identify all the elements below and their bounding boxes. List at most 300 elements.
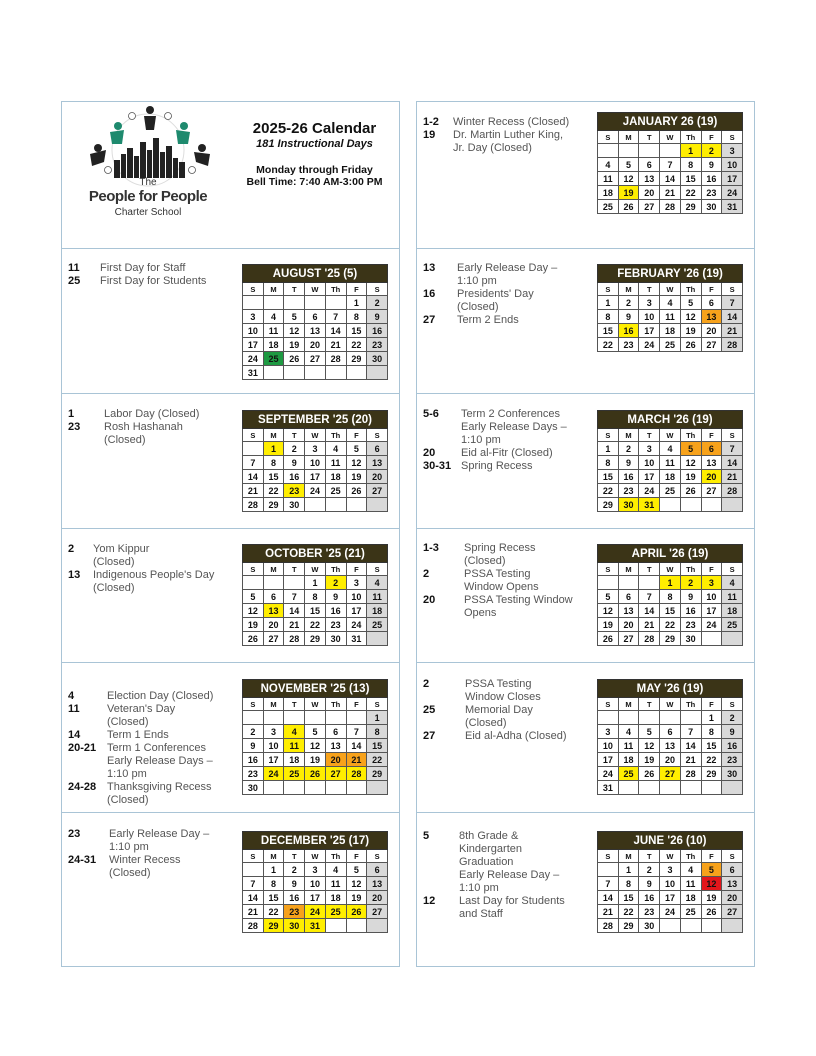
event-text: Kindergarten (459, 843, 522, 855)
month-title: OCTOBER '25 (21) (243, 545, 388, 563)
day-of-week-label: Th (680, 698, 701, 711)
day-cell: 4 (660, 296, 681, 310)
day-cell: 6 (367, 863, 388, 877)
day-cell: 11 (598, 172, 619, 186)
day-cell: 9 (618, 310, 639, 324)
day-cell: 14 (325, 324, 346, 338)
day-cell: 6 (701, 442, 722, 456)
day-cell: 27 (305, 352, 326, 366)
day-of-week-label: S (598, 563, 619, 576)
empty-cell (660, 781, 681, 795)
event-date: 14 (68, 729, 81, 741)
day-cell: 23 (618, 338, 639, 352)
day-cell: 27 (367, 484, 388, 498)
month-title: JANUARY 26 (19) (598, 113, 743, 131)
event-text: and Staff (459, 908, 503, 920)
day-of-week-label: T (639, 563, 660, 576)
empty-cell (305, 296, 326, 310)
day-cell: 30 (367, 352, 388, 366)
empty-cell (618, 576, 639, 590)
day-of-week-label: W (660, 850, 681, 863)
day-cell: 22 (680, 186, 701, 200)
school-the: The (139, 177, 157, 188)
day-cell: 16 (284, 891, 305, 905)
day-cell: 15 (263, 470, 284, 484)
divider (61, 393, 400, 394)
day-cell: 19 (598, 618, 619, 632)
day-of-week-label: M (263, 563, 284, 576)
day-of-week-label: Th (680, 283, 701, 296)
day-of-week-label: T (639, 429, 660, 442)
day-cell: 28 (243, 498, 264, 512)
day-cell: 18 (325, 470, 346, 484)
day-cell: 2 (618, 296, 639, 310)
empty-cell (243, 576, 264, 590)
day-of-week-label: Th (325, 850, 346, 863)
day-cell: 24 (305, 484, 326, 498)
bell-time: Bell Time: 7:40 AM-3:00 PM (246, 176, 383, 188)
day-cell: 1 (263, 442, 284, 456)
event-item (68, 703, 236, 729)
day-of-week-label: S (722, 698, 743, 711)
empty-cell (367, 498, 388, 512)
empty-cell (639, 781, 660, 795)
day-cell: 7 (660, 158, 681, 172)
day-cell: 16 (701, 172, 722, 186)
day-cell: 18 (660, 324, 681, 338)
divider (416, 248, 755, 249)
event-text: First Day for Students (100, 275, 207, 287)
day-of-week-label: F (346, 698, 367, 711)
event-date: 2 (423, 678, 430, 690)
empty-cell (346, 919, 367, 933)
empty-cell (722, 781, 743, 795)
day-cell: 13 (701, 310, 722, 324)
day-cell: 21 (660, 186, 681, 200)
day-cell: 4 (325, 442, 346, 456)
day-cell: 19 (346, 891, 367, 905)
empty-cell (325, 919, 346, 933)
day-cell: 10 (263, 739, 284, 753)
empty-cell (346, 781, 367, 795)
event-date: 27 (423, 314, 436, 326)
day-cell: 21 (722, 470, 743, 484)
day-cell: 9 (680, 590, 701, 604)
day-of-week-label: S (243, 283, 264, 296)
day-cell: 1 (346, 296, 367, 310)
day-cell: 28 (243, 919, 264, 933)
day-cell: 12 (598, 604, 619, 618)
day-cell: 29 (618, 919, 639, 933)
day-cell: 30 (243, 781, 264, 795)
day-cell: 1 (701, 711, 722, 725)
day-cell: 4 (722, 576, 743, 590)
empty-cell (722, 498, 743, 512)
day-cell: 17 (243, 338, 264, 352)
day-cell: 20 (639, 186, 660, 200)
event-item (68, 543, 236, 569)
event-text: (Closed) (107, 716, 149, 728)
day-cell: 3 (305, 442, 326, 456)
day-cell: 28 (598, 919, 619, 933)
day-of-week-label: T (284, 850, 305, 863)
empty-cell (618, 781, 639, 795)
events-list-dec (68, 828, 236, 880)
day-cell: 30 (680, 632, 701, 646)
empty-cell (263, 366, 284, 380)
day-cell: 15 (598, 324, 619, 338)
day-cell: 22 (305, 618, 326, 632)
day-cell: 16 (284, 470, 305, 484)
month-calendar-jan (597, 112, 743, 214)
day-cell: 2 (701, 144, 722, 158)
day-cell: 24 (263, 767, 284, 781)
event-text: (Closed) (457, 301, 499, 313)
day-cell: 5 (346, 863, 367, 877)
event-item (68, 854, 236, 880)
day-of-week-label: T (639, 283, 660, 296)
month-calendar-apr (597, 544, 743, 646)
month-title: APRIL '26 (19) (598, 545, 743, 563)
event-text: (Closed) (93, 556, 135, 568)
day-cell: 4 (263, 310, 284, 324)
empty-cell (598, 711, 619, 725)
day-cell: 5 (701, 863, 722, 877)
empty-cell (639, 576, 660, 590)
day-cell: 30 (701, 200, 722, 214)
day-cell: 25 (680, 905, 701, 919)
empty-cell (284, 576, 305, 590)
day-cell: 9 (325, 590, 346, 604)
day-cell: 5 (305, 725, 326, 739)
day-cell: 12 (618, 172, 639, 186)
day-cell: 7 (722, 296, 743, 310)
day-cell: 28 (660, 200, 681, 214)
day-cell: 5 (284, 310, 305, 324)
day-cell: 29 (305, 632, 326, 646)
day-of-week-label: S (243, 850, 264, 863)
page-title: 2025-26 Calendar (252, 120, 377, 137)
day-of-week-label: W (305, 283, 326, 296)
day-cell: 5 (680, 442, 701, 456)
day-cell: 3 (660, 863, 681, 877)
event-date: 23 (68, 828, 81, 840)
day-cell: 17 (598, 753, 619, 767)
day-cell: 18 (325, 891, 346, 905)
day-cell: 23 (618, 484, 639, 498)
empty-cell (325, 711, 346, 725)
day-cell: 1 (263, 863, 284, 877)
day-cell: 26 (284, 352, 305, 366)
day-cell: 2 (325, 576, 346, 590)
event-text: 1:10 pm (461, 434, 501, 446)
day-cell: 11 (680, 877, 701, 891)
day-of-week-label: M (263, 850, 284, 863)
school-name: People for People (88, 188, 208, 205)
empty-cell (701, 498, 722, 512)
day-cell: 19 (618, 186, 639, 200)
event-text: 8th Grade & (459, 830, 519, 842)
day-cell: 16 (367, 324, 388, 338)
event-text: Eid al-Fitr (Closed) (461, 447, 553, 459)
day-cell: 23 (701, 186, 722, 200)
day-of-week-label: F (346, 283, 367, 296)
day-cell: 26 (639, 767, 660, 781)
day-cell: 17 (346, 604, 367, 618)
day-of-week-label: S (367, 698, 388, 711)
day-cell: 3 (346, 576, 367, 590)
day-cell: 25 (598, 200, 619, 214)
month-title: AUGUST '25 (5) (243, 265, 388, 283)
empty-cell (263, 296, 284, 310)
day-of-week-label: S (722, 131, 743, 144)
day-cell: 8 (598, 310, 619, 324)
day-cell: 1 (660, 576, 681, 590)
day-of-week-label: F (346, 429, 367, 442)
day-cell: 1 (618, 863, 639, 877)
day-cell: 12 (639, 739, 660, 753)
day-cell: 14 (639, 604, 660, 618)
day-cell: 26 (243, 632, 264, 646)
day-of-week-label: Th (325, 698, 346, 711)
event-item (68, 421, 236, 447)
day-of-week-label: M (263, 429, 284, 442)
day-cell: 13 (639, 172, 660, 186)
day-cell: 22 (263, 484, 284, 498)
empty-cell (243, 863, 264, 877)
empty-cell (639, 144, 660, 158)
day-cell: 11 (660, 310, 681, 324)
event-text: Winter Recess (Closed) (453, 116, 570, 128)
day-cell: 10 (346, 590, 367, 604)
day-of-week-label: M (618, 131, 639, 144)
day-cell: 8 (660, 590, 681, 604)
events-list-jan (423, 116, 591, 155)
day-cell: 7 (722, 442, 743, 456)
day-of-week-label: S (367, 429, 388, 442)
event-text: Term 2 Conferences (461, 408, 561, 420)
day-cell: 20 (367, 891, 388, 905)
day-cell: 15 (618, 891, 639, 905)
day-cell: 4 (598, 158, 619, 172)
day-of-week-label: S (243, 563, 264, 576)
day-cell: 7 (598, 877, 619, 891)
day-cell: 4 (325, 863, 346, 877)
day-cell: 30 (284, 498, 305, 512)
day-cell: 6 (367, 442, 388, 456)
day-cell: 6 (660, 725, 681, 739)
day-cell: 2 (639, 863, 660, 877)
day-of-week-label: F (346, 850, 367, 863)
event-item (423, 116, 591, 129)
day-cell: 20 (367, 470, 388, 484)
day-of-week-label: S (722, 563, 743, 576)
day-cell: 25 (325, 484, 346, 498)
day-cell: 8 (346, 310, 367, 324)
day-cell: 2 (680, 576, 701, 590)
day-cell: 15 (598, 470, 619, 484)
day-cell: 14 (722, 456, 743, 470)
day-cell: 14 (346, 739, 367, 753)
day-cell: 6 (325, 725, 346, 739)
event-item (423, 288, 591, 314)
day-cell: 11 (325, 456, 346, 470)
day-cell: 15 (346, 324, 367, 338)
event-date: 24-31 (68, 854, 97, 866)
empty-cell (598, 576, 619, 590)
day-cell: 8 (701, 725, 722, 739)
day-cell: 28 (722, 338, 743, 352)
event-item (423, 408, 591, 447)
day-cell: 5 (680, 296, 701, 310)
month-calendar-aug (242, 264, 388, 380)
day-cell: 25 (367, 618, 388, 632)
day-cell: 19 (243, 618, 264, 632)
day-cell: 24 (346, 618, 367, 632)
events-list-oct (68, 543, 236, 595)
day-cell: 21 (680, 753, 701, 767)
day-cell: 5 (618, 158, 639, 172)
school-type: Charter School (114, 207, 182, 218)
day-cell: 29 (680, 200, 701, 214)
event-text: Memorial Day (465, 704, 533, 716)
day-of-week-label: S (243, 698, 264, 711)
day-cell: 26 (305, 767, 326, 781)
day-cell: 23 (680, 618, 701, 632)
day-cell: 16 (680, 604, 701, 618)
day-cell: 9 (284, 456, 305, 470)
day-cell: 16 (639, 891, 660, 905)
day-cell: 28 (325, 352, 346, 366)
day-cell: 23 (325, 618, 346, 632)
empty-cell (346, 711, 367, 725)
day-cell: 22 (598, 484, 619, 498)
day-cell: 28 (284, 632, 305, 646)
day-cell: 19 (680, 470, 701, 484)
day-of-week-label: S (367, 283, 388, 296)
event-item (423, 895, 591, 921)
day-cell: 16 (618, 470, 639, 484)
empty-cell (680, 919, 701, 933)
month-calendar-dec (242, 831, 388, 933)
event-text: Window Closes (465, 691, 541, 703)
empty-cell (701, 919, 722, 933)
empty-cell (367, 919, 388, 933)
day-cell: 7 (243, 877, 264, 891)
empty-cell (325, 498, 346, 512)
day-cell: 9 (367, 310, 388, 324)
day-cell: 12 (346, 456, 367, 470)
empty-cell (680, 711, 701, 725)
day-cell: 23 (243, 767, 264, 781)
month-title: SEPTEMBER '25 (20) (243, 411, 388, 429)
events-list-jun (423, 830, 591, 921)
event-item (68, 729, 236, 742)
day-cell: 31 (243, 366, 264, 380)
day-cell: 20 (618, 618, 639, 632)
event-text: Presidents' Day (457, 288, 534, 300)
empty-cell (305, 711, 326, 725)
day-cell: 17 (305, 891, 326, 905)
day-of-week-label: W (660, 283, 681, 296)
day-cell: 6 (263, 590, 284, 604)
event-text: Dr. Martin Luther King, (453, 129, 564, 141)
event-date: 24-28 (68, 781, 97, 793)
day-cell: 22 (346, 338, 367, 352)
event-text: (Closed) (93, 582, 135, 594)
event-item (423, 262, 591, 288)
event-text: 1:10 pm (109, 841, 149, 853)
day-of-week-label: Th (325, 283, 346, 296)
day-cell: 6 (701, 296, 722, 310)
day-cell: 23 (284, 484, 305, 498)
event-date: 13 (68, 569, 81, 581)
day-of-week-label: M (618, 429, 639, 442)
day-cell: 29 (367, 767, 388, 781)
day-cell: 8 (618, 877, 639, 891)
day-cell: 13 (263, 604, 284, 618)
day-cell: 7 (680, 725, 701, 739)
day-cell: 14 (660, 172, 681, 186)
day-cell: 22 (701, 753, 722, 767)
divider (61, 248, 400, 249)
day-cell: 4 (284, 725, 305, 739)
day-cell: 10 (722, 158, 743, 172)
day-of-week-label: S (722, 850, 743, 863)
empty-cell (367, 632, 388, 646)
empty-cell (284, 366, 305, 380)
event-text: PSSA Testing (464, 568, 531, 580)
event-date: 25 (423, 704, 436, 716)
event-text: PSSA Testing Window (464, 594, 573, 606)
day-cell: 12 (305, 739, 326, 753)
day-cell: 9 (284, 877, 305, 891)
events-list-sep (68, 408, 236, 447)
day-cell: 26 (618, 200, 639, 214)
events-list-mar (423, 408, 591, 473)
month-calendar-may (597, 679, 743, 795)
day-cell: 10 (701, 590, 722, 604)
events-list-nov (68, 690, 236, 807)
day-of-week-label: M (618, 850, 639, 863)
divider (61, 528, 400, 529)
day-cell: 4 (680, 863, 701, 877)
day-cell: 18 (618, 753, 639, 767)
day-cell: 3 (639, 442, 660, 456)
day-cell: 27 (701, 484, 722, 498)
month-title: MAY '26 (19) (598, 680, 743, 698)
day-cell: 11 (325, 877, 346, 891)
day-cell: 13 (325, 739, 346, 753)
day-cell: 6 (305, 310, 326, 324)
event-text: Spring Recess (464, 542, 536, 554)
empty-cell (660, 144, 681, 158)
event-item (68, 781, 236, 807)
event-text: (Closed) (107, 794, 149, 806)
event-text: Term 1 Ends (107, 729, 169, 741)
events-list-feb (423, 262, 591, 327)
day-cell: 9 (243, 739, 264, 753)
divider (416, 812, 755, 813)
day-cell: 20 (701, 324, 722, 338)
day-cell: 20 (305, 338, 326, 352)
event-date: 5-6 (423, 408, 439, 420)
day-cell: 8 (367, 725, 388, 739)
day-cell: 27 (325, 767, 346, 781)
event-text: Winter Recess (109, 854, 181, 866)
day-cell: 3 (305, 863, 326, 877)
day-cell: 11 (367, 590, 388, 604)
